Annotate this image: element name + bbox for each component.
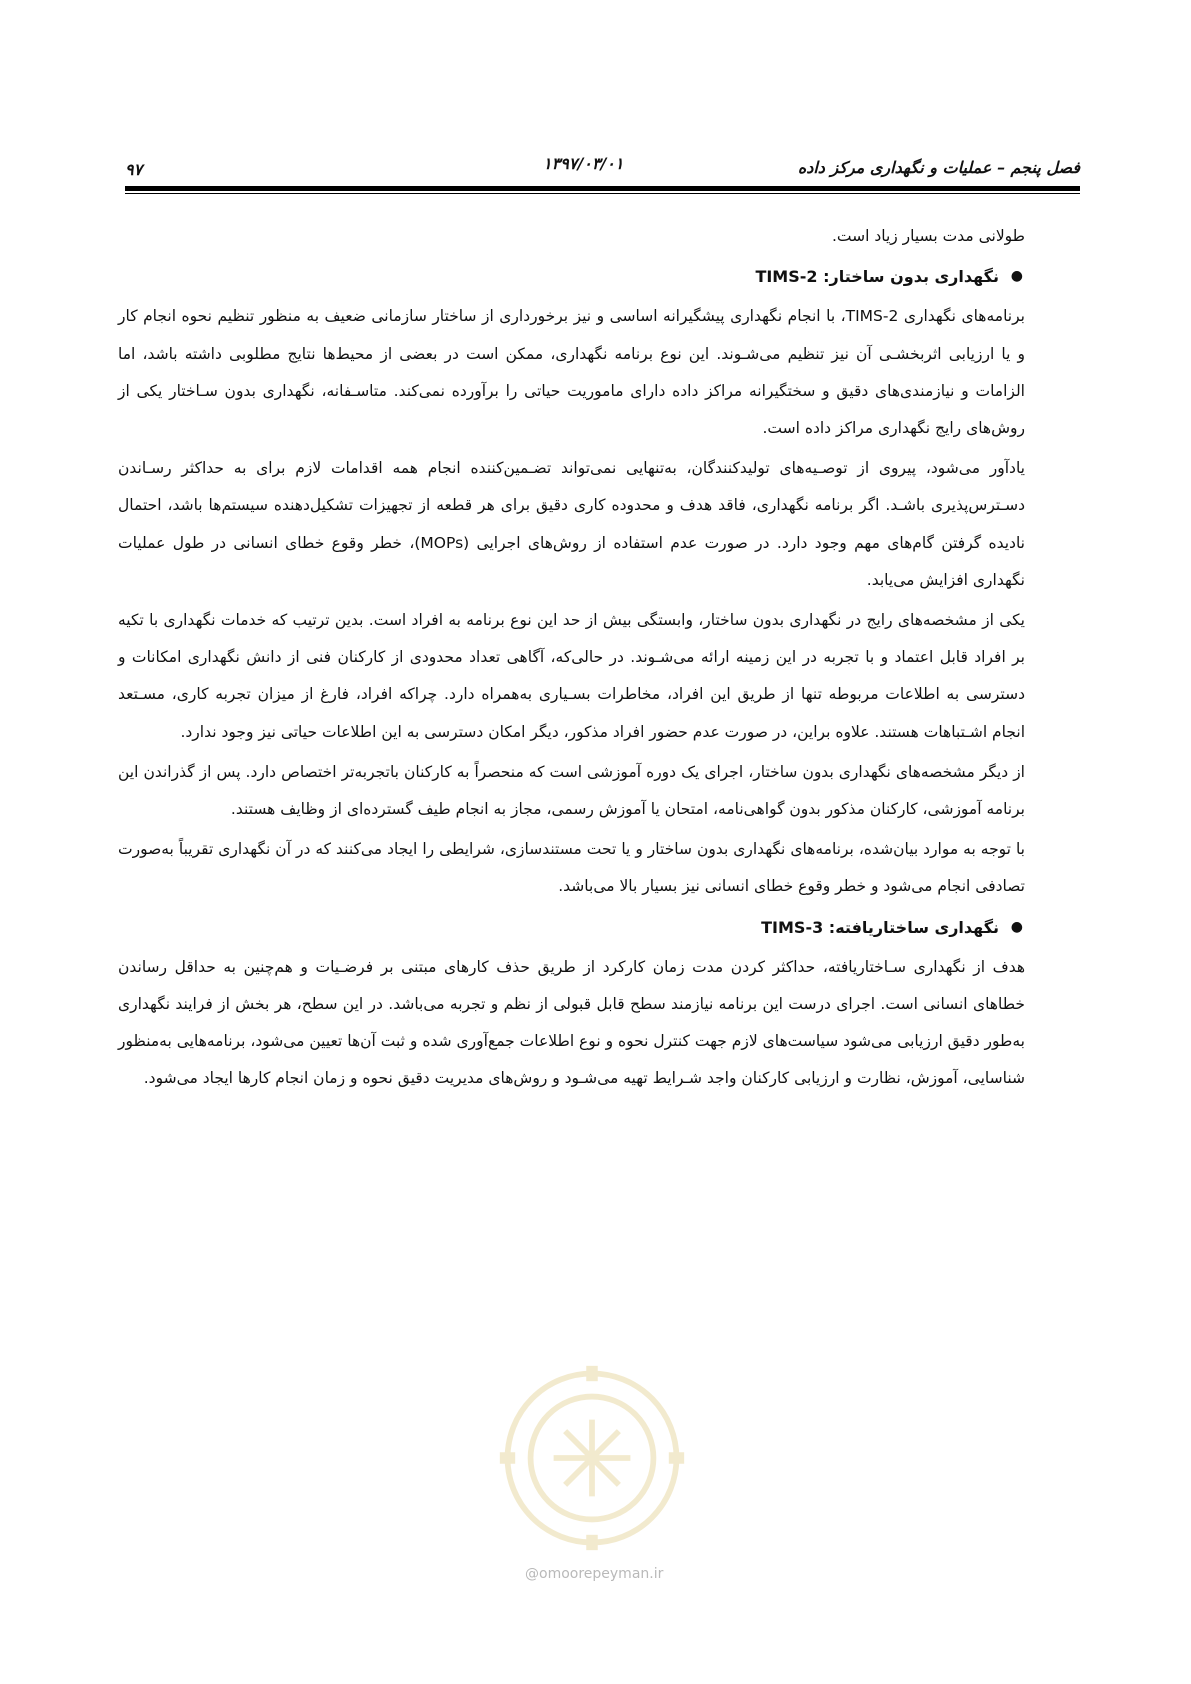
page-body [118,218,1025,1101]
chapter-title: فصل پنجم – عملیات و نگهداری مرکز داده [797,158,1080,177]
paragraph: یکی از مشخصه‌های رایج در نگهداری بدون ساختار، وابستگی بیش از حد این نوع برنامه به افراد است. بدین ترتیب که خدمات نگهداری با تکیه بر افراد قابل اعتماد و با تجربه در این زمینه ارائه می‌شـوند. در حالی‌که، آگاهی تعداد محدودی از کارکنان فنی از دانش نگهداری امکانات و دسترسی به اطلاعات مربوطه تنها از طریق این افراد، مخاطرات بسـیاری به‌همراه دارد. چراکه افراد، فارغ از میزان تجربه کاری، مسـتعد انجام اشـتباهات هستند. علاوه براین، در صورت عدم حضور افراد مذکور، دیگر امکان دسترسی به این اطلاعات حیاتی نیز وجود ندارد. [118,611,1025,741]
section-heading-tims3-text: نگهداری ساختاریافته: TIMS-3 [761,917,999,937]
header-date: ۱۳۹۷/۰۳/۰۱ [543,154,624,173]
watermark-text: @omoorepeyman.ir [525,1566,664,1582]
paragraph: هدف از نگهداری سـاختاریافته، حداکثر کردن مدت زمان کارکرد از طریق حذف کارهای مبتنی بر فرضـیات و هم‌چنین به حداقل رساندن خطاهای انسانی است. اجرای درست این برنامه نیازمند سطح قابل قبولی از نظم و تجربه می‌باشد. در این سطح، هر بخش از فرایند نگهداری به‌طور دقیق ارزیابی می‌شود سیاست‌های لازم جهت کنترل نحوه و نوع اطلاعات جمع‌آوری شده و ثبت آن‌ها تعیین می‌شود، برنامه‌هایی به‌منظور شناسایی، آموزش، نظارت و ارزیابی کارکنان واجد شـرایط تهیه می‌شـود و روش‌های مدیریت دقیق نحوه و زمان انجام کارها ایجاد می‌شود. [118,957,1025,1088]
watermark-logo-icon [496,1362,688,1554]
header-rule [125,186,1080,191]
page-header [125,148,1080,184]
section-heading-tims2-text: نگهداری بدون ساختار: TIMS-2 [755,267,999,287]
paragraph: از دیگر مشخصه‌های نگهداری بدون ساختار، اجرای یک دوره آموزشی است که منحصراً به کارکنان باتجربه‌تر اختصاص دارد. پس از گذراندن این برنامه آموزشی، کارکنان مذکور بدون گواهی‌نامه، امتحان یا آموزش رسمی، مجاز به انجام طیف گسترده‌ای از وظایف هستند. [118,762,1025,819]
paragraph: یادآور می‌شود، پیروی از توصـیه‌های تولیدکنندگان، به‌تنهایی نمی‌تواند تضـمین‌کننده انجام همه اقدامات لازم برای به حداکثر رسـاندن دسـترس‌پذیری باشـد. اگر برنامه نگهداری، فاقد هدف و محدوده کاری دقیق برای هر قطعه از تجهیزات تشکیل‌دهنده سیستم‌ها باشد، احتمال نادیده گرفتن گام‌های مهم وجود دارد. در صورت عدم استفاده از روش‌های اجرایی (MOPs)، خطر وقوع خطای انسانی در طول عملیات نگهداری افزایش می‌یابد. [118,459,1025,589]
header-rule-thin [125,193,1080,194]
watermark-gear-icon [508,1374,677,1543]
page-number: ۹۷ [125,160,143,179]
section-heading-tims2 [118,258,1025,295]
bullet-icon: ● [1010,918,1023,935]
bullet-icon: ● [1010,268,1023,285]
paragraph: برنامه‌های نگهداری TIMS-2، با انجام نگهداری پیشگیرانه اساسی و نیز برخورداری از ساختار سازمانی ضعیف به منظور تنظیم نحوه انجام کار و یا ارزیابی اثربخشـی آن نیز تنظیم می‌شـوند. این نوع برنامه نگهداری، ممکن است در بعضی از محیط‌ها نتایج مطلوبی داشته باشد، اما الزامات و نیازمندی‌های دقیق و سختگیرانه مراکز داده دارای ماموریت حیاتی را برآورده نمی‌کند. متاسـفانه، نگهداری بدون سـاختار یکی از روش‌های رایج نگهداری مراکز داده است. [118,307,1025,438]
intro-line: طولانی مدت بسیار زیاد است. [831,227,1025,245]
section-heading-tims3 [118,909,1025,946]
paragraph: با توجه به موارد بیان‌شده، برنامه‌های نگهداری بدون ساختار و یا تحت مستندسازی، شرایطی را ایجاد می‌کنند که در آن نگهداری تقریباً به‌صورت تصادفی انجام می‌شود و خطر وقوع خطای انسانی نیز بسیار بالا می‌باشد. [118,840,1025,896]
